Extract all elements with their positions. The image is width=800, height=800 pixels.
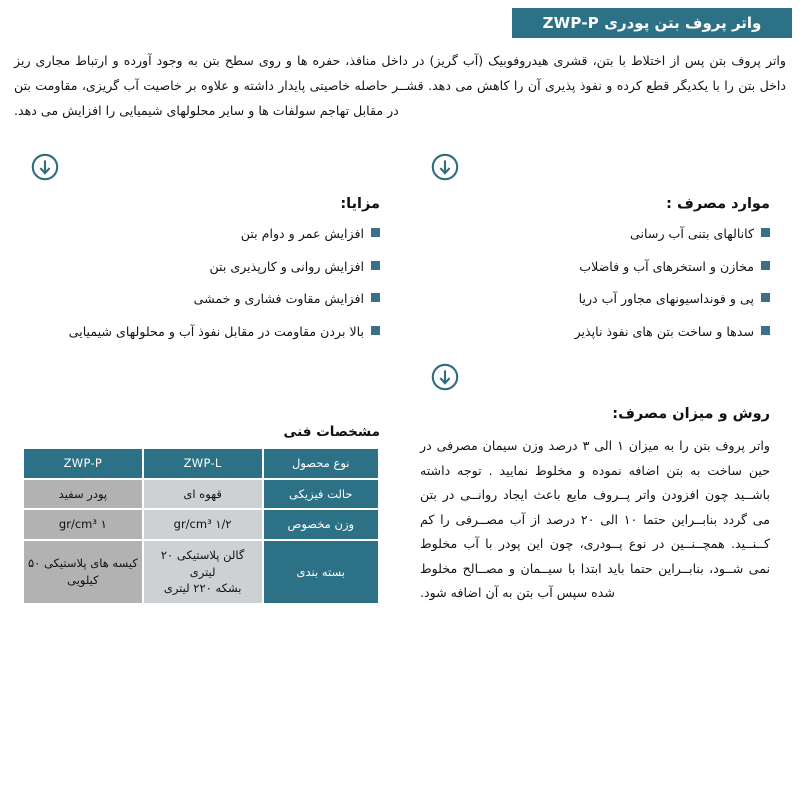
square-bullet-icon [761, 228, 770, 237]
header-banner-row [0, 8, 800, 38]
column-header-zwp-l: ZWP-L [144, 449, 262, 478]
column-header-product-type: نوع محصول [264, 449, 379, 478]
list-item [30, 224, 380, 244]
cell-specific-weight-zwp-p: ۱ gr/cm³ [24, 510, 142, 539]
cell-physical-state-zwp-l: قهوه ای [144, 480, 262, 509]
spec-table-title: مشخصات فنی [283, 424, 380, 440]
list-item [420, 224, 770, 244]
advantages-section [0, 152, 400, 354]
square-bullet-icon [371, 293, 380, 302]
cell-physical-state-zwp-p: پودر سفید [24, 480, 142, 509]
square-bullet-icon [761, 326, 770, 335]
row-label-packaging: بسته بندی [264, 541, 379, 603]
intro-paragraph: واتر پروف بتن پس از اختلاط با بتن، قشری هیدروفوبیک (آب گریز) در داخل منافذ، حفره ها و روی سطح بتن به وجود آورده و ارتباط مجاری ریز داخل بتن را با یکدیگر قطع کرده و نفوذ پذیری آن را کاهش می دهد. قشــر حاصله خاصیتی پایدار داشته و علاوه بر خاصیت آب گریزی، مقاومت بتن در مقابل تهاجم سولفات ها و سایر محلولهای شیمیایی را افزایش می دهد. [14, 53, 786, 119]
spec-table-section [0, 424, 400, 605]
list-item [420, 322, 770, 342]
table-header-row [24, 449, 378, 478]
square-bullet-icon [761, 261, 770, 270]
list-item-label: افزایش عمر و دوام بتن [240, 226, 364, 241]
list-item-label: افزایش مقاوت فشاری و خمشی [193, 291, 364, 307]
cell-packaging-zwp-p: کیسه های پلاستیکی ۵۰ کیلویی [24, 541, 142, 603]
list-item-label: پی و فونداسیونهای مجاور آب دریا [578, 291, 754, 307]
list-item-label: بالا بردن مقاومت در مقابل نفوذ آب و محلولهای شیمیایی [68, 323, 364, 339]
features-columns [0, 152, 800, 354]
usage-icon-wrap [420, 362, 770, 392]
advantages-title: مزایا: [340, 196, 380, 212]
table-row [24, 480, 378, 509]
square-bullet-icon [761, 293, 770, 302]
row-label-physical-state: حالت فیزیکی [264, 480, 379, 509]
list-item [30, 257, 380, 277]
cell-specific-weight-zwp-l: ۱/۲ gr/cm³ [144, 510, 262, 539]
applications-icon-wrap [420, 152, 770, 182]
list-item [30, 289, 380, 309]
row-label-specific-weight: وزن مخصوص [264, 510, 379, 539]
arrow-down-circle-icon [30, 152, 60, 182]
square-bullet-icon [371, 326, 380, 335]
square-bullet-icon [371, 261, 380, 270]
applications-list [420, 224, 770, 341]
list-item-label: کانالهای بتنی آب رسانی [630, 226, 754, 241]
applications-section [400, 152, 800, 354]
list-item-label: سدها و ساخت بتن های نفوذ ناپذیر [574, 323, 754, 339]
technical-specifications-table [22, 447, 380, 605]
usage-title: روش و میزان مصرف: [612, 406, 770, 422]
advantages-icon-wrap [30, 152, 380, 182]
list-item-label: مخازن و استخرهای آب و فاضلاب [579, 258, 754, 274]
list-item-label: افزایش روانی و کارپذیری بتن [209, 258, 364, 274]
usage-section [400, 362, 800, 606]
list-item [420, 257, 770, 277]
arrow-down-circle-icon [430, 362, 460, 392]
list-item [30, 322, 380, 342]
advantages-list [30, 224, 380, 341]
product-title-banner: واتر پروف بتن پودری ZWP-P [512, 8, 792, 38]
usage-paragraph: واتر پروف بتن را به میزان ۱ الی ۳ درصد وزن سیمان مصرفی در حین ساخت به بتن اضافه نموده و مخلوط نمایید . توجه داشته باشــید چون افزودن واتر پــروف مایع باعث ایجاد روانــی در بتن می گردد بنابــراین حتما ۱۰ الی ۲۰ درصد از آب مصــرفی را کم کــنــید. همچــنــین در نوع پــودری، چون این پودر با آب مخلوط نمی شــود، بنابــراین حتما باید ابتدا با سیــمان و مصــالح مخلوط شده سپس آب بتن به آن اضافه شود. [420, 438, 771, 601]
table-row [24, 510, 378, 539]
list-item [420, 289, 770, 309]
column-header-zwp-p: ZWP-P [24, 449, 142, 478]
square-bullet-icon [371, 228, 380, 237]
cell-packaging-zwp-l: گالن پلاستیکی ۲۰ لیتری بشکه ۲۲۰ لیتری [144, 541, 262, 603]
applications-title: موارد مصرف : [666, 196, 770, 212]
arrow-down-circle-icon [430, 152, 460, 182]
table-row [24, 541, 378, 603]
